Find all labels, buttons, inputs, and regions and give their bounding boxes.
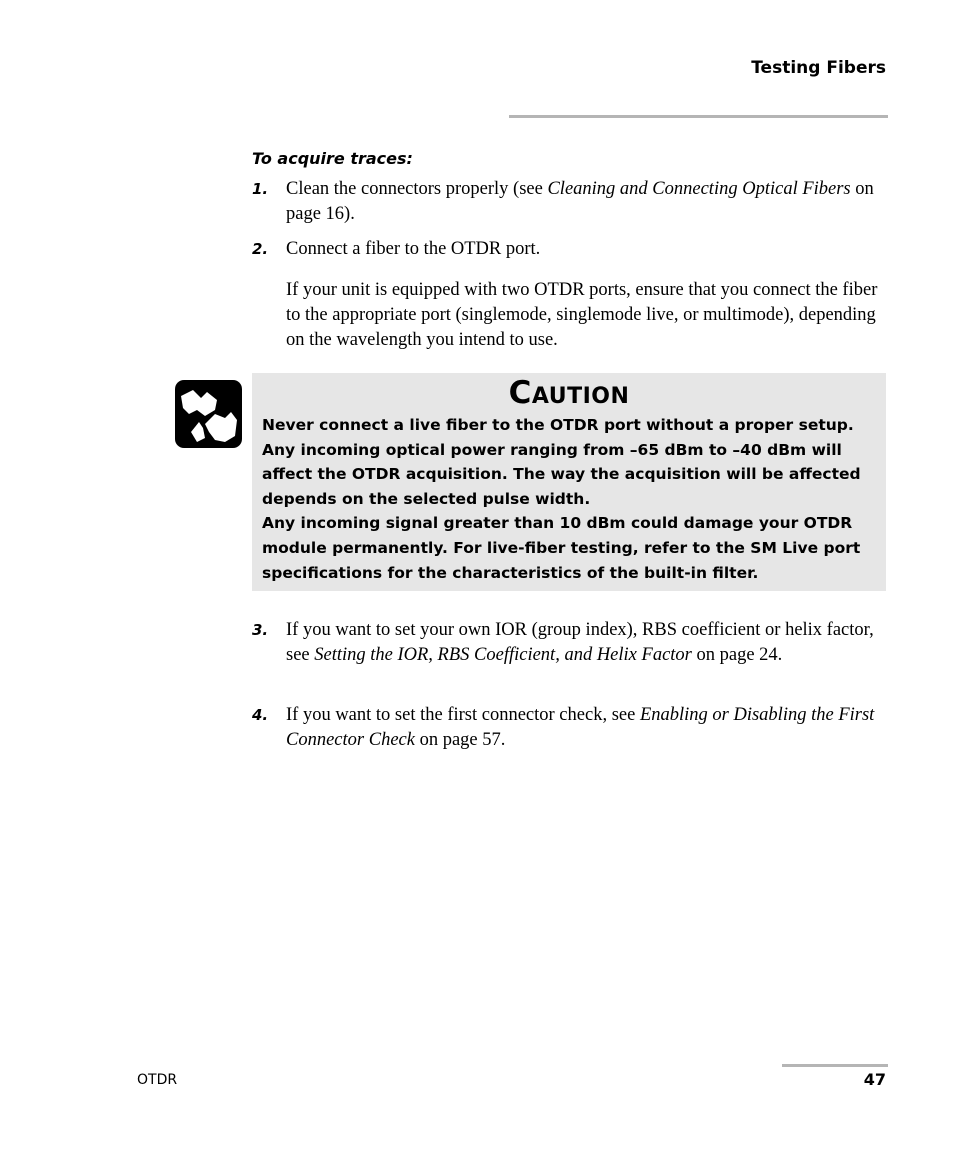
step-text: Connect a fiber to the OTDR port. <box>286 239 541 259</box>
caution-hand-icon <box>175 380 242 448</box>
step-number: 4. <box>252 706 269 724</box>
cross-reference: Cleaning and Connecting Optical Fibers <box>547 179 851 199</box>
cross-reference: Setting the IOR, RBS Coefficient, and Helix Factor <box>314 645 692 665</box>
page-number: 47 <box>863 1070 886 1089</box>
running-header: Testing Fibers <box>751 58 886 78</box>
caution-paragraph: Never connect a live fiber to the OTDR port without a proper setup. Any incoming optical power ranging from –65 dBm to –40 dBm will affect the OTDR acquisition. The way the acquisition will be affected depends on the selected pulse width. <box>262 416 861 508</box>
step-text: Clean the connectors properly (see Cleaning and Connecting Optical Fibers on page 16). <box>286 179 874 224</box>
step-number: 2. <box>252 240 269 258</box>
caution-paragraph: Any incoming signal greater than 10 dBm could damage your OTDR module permanently. For live-fiber testing, refer to the SM Live port specifications for the characteristics of the built-in filter. <box>262 514 861 582</box>
caution-title: Caution <box>508 375 630 411</box>
header-rule <box>509 115 888 118</box>
footer-product: OTDR <box>137 1072 178 1088</box>
step-number: 1. <box>252 180 269 198</box>
cross-reference: Enabling or Disabling the First Connector Check <box>286 705 875 750</box>
footer-rule <box>782 1064 888 1067</box>
procedure-title: To acquire traces: <box>252 149 413 168</box>
caution-box <box>252 373 886 591</box>
step-2-note: If your unit is equipped with two OTDR ports, ensure that you connect the fiber to the appropriate port (singlemode, singlemode live, or multimode), depending on the wavelength you intend to use. <box>286 280 878 350</box>
caution-body <box>262 413 882 585</box>
step-number: 3. <box>252 621 269 639</box>
step-text: If you want to set your own IOR (group index), RBS coefficient or helix factor, see Setting the IOR, RBS Coefficient, and Helix Factor on page 24. <box>286 620 874 665</box>
step-text: If you want to set the first connector check, see Enabling or Disabling the First Connector Check on page 57. <box>286 705 875 750</box>
